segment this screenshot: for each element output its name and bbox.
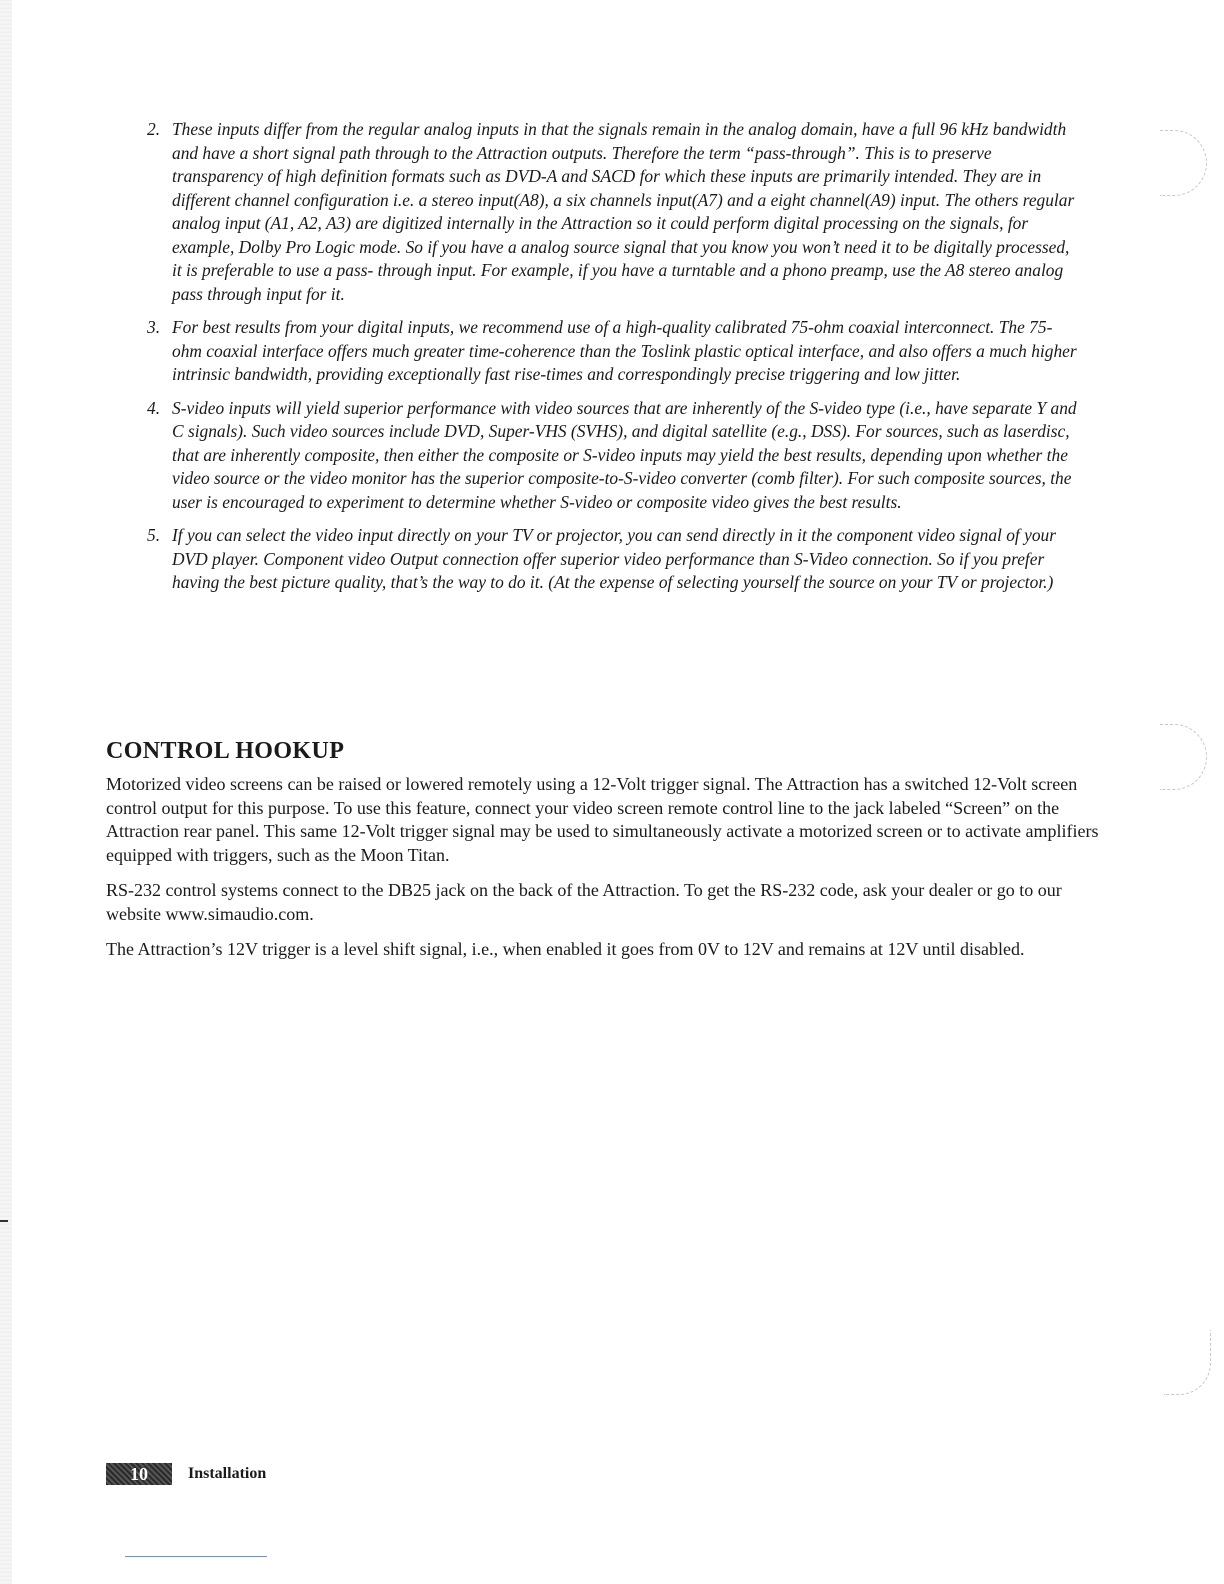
page-number: 10 bbox=[106, 1463, 172, 1485]
footnote-list bbox=[143, 118, 1078, 605]
control-hookup-section bbox=[106, 738, 1106, 974]
binder-hole-mark-bottom bbox=[1164, 1330, 1211, 1395]
footnote-number: 3. bbox=[147, 317, 161, 337]
body-paragraph: Motorized video screens can be raised or lowered remotely using a 12-Volt trigger signal. The Attraction has a switched 12-Volt screen control output for this purpose. To use this feature, connect your video screen remote control line to the jack labeled “Screen” on the Attraction rear panel. This same 12-Volt trigger signal may be used to simultaneously activate a motorized screen or to activate amplifiers equipped with triggers, such as the Moon Titan. bbox=[106, 774, 1099, 865]
footer-section-label: Installation bbox=[188, 1465, 267, 1482]
footnote-item bbox=[143, 118, 1078, 306]
footnote-item bbox=[143, 397, 1078, 515]
footnote-text: S-video inputs will yield superior performance with video sources that are inherently of the S-video type (i.e., have separate Y and C signals). Such video sources include DVD, Super-VHS (SVHS), and digital satellite (e.g., DSS). For sources, such as laserdisc, that are inherently composite, then either the composite or S-video inputs may yield the best results, depending upon whether the video source or the video monitor has the superior composite-to-S-video converter (comb filter). For such composite sources, the user is encouraged to experiment to determine whether S-video or composite video gives the best results. bbox=[172, 397, 1077, 512]
scan-tick-mark bbox=[0, 1220, 8, 1222]
footnote-item bbox=[143, 524, 1078, 595]
binder-hole-mark-middle bbox=[1160, 724, 1207, 790]
footnote-number: 2. bbox=[147, 119, 161, 139]
scan-edge bbox=[0, 0, 12, 1584]
footnote-number: 5. bbox=[147, 525, 161, 545]
section-heading: CONTROL HOOKUP bbox=[106, 738, 345, 764]
footnote-text: For best results from your digital inputs, we recommend use of a high-quality calibrated 75-ohm coaxial interconnect. The 75-ohm coaxial interface offers much greater time-coherence than the Toslink plastic optical interface, and also offers a much higher intrinsic bandwidth, providing exceptionally fast rise-times and correspondingly precise triggering and low jitter. bbox=[172, 317, 1077, 384]
footnote-text: These inputs differ from the regular analog inputs in that the signals remain in the analog domain, have a full 96 kHz bandwidth and have a short signal path through to the Attraction outputs. Therefore the term “pass-through”. This is to preserve transparency of high definition formats such as DVD-A and SACD for which these inputs are primarily intended. They are in different channel configuration i.e. a stereo input(A8), a six channels input(A7) and a eight channel(A9) input. The others regular analog input (A1, A2, A3) are digitized internally in the Attraction so it could perform digital processing on the signals, for example, Dolby Pro Logic mode. So if you have a analog source signal that you know you won’t need it to be digitally processed, it is preferable to use a pass- through input. For example, if you have a turntable and a phono preamp, use the A8 stereo analog pass through input for it. bbox=[172, 119, 1075, 304]
binder-hole-mark-top bbox=[1160, 130, 1207, 196]
body-paragraph: The Attraction’s 12V trigger is a level shift signal, i.e., when enabled it goes from 0V to 12V and remains at 12V until disabled. bbox=[106, 939, 1025, 959]
body-paragraph: RS-232 control systems connect to the DB25 jack on the back of the Attraction. To get the RS-232 code, ask your dealer or go to our website www.simaudio.com. bbox=[106, 880, 1062, 924]
footnote-number: 4. bbox=[147, 397, 161, 418]
bottom-rule bbox=[125, 1556, 267, 1557]
page-footer bbox=[106, 1462, 266, 1486]
footnote-item bbox=[143, 316, 1078, 387]
footnote-text: If you can select the video input directly on your TV or projector, you can send directly in it the component video signal of your DVD player. Component video Output connection offer superior video performance than S-Video connection. So if you prefer having the best picture quality, that’s the way to do it. (At the expense of selecting yourself the source on your TV or projector.) bbox=[172, 525, 1056, 592]
